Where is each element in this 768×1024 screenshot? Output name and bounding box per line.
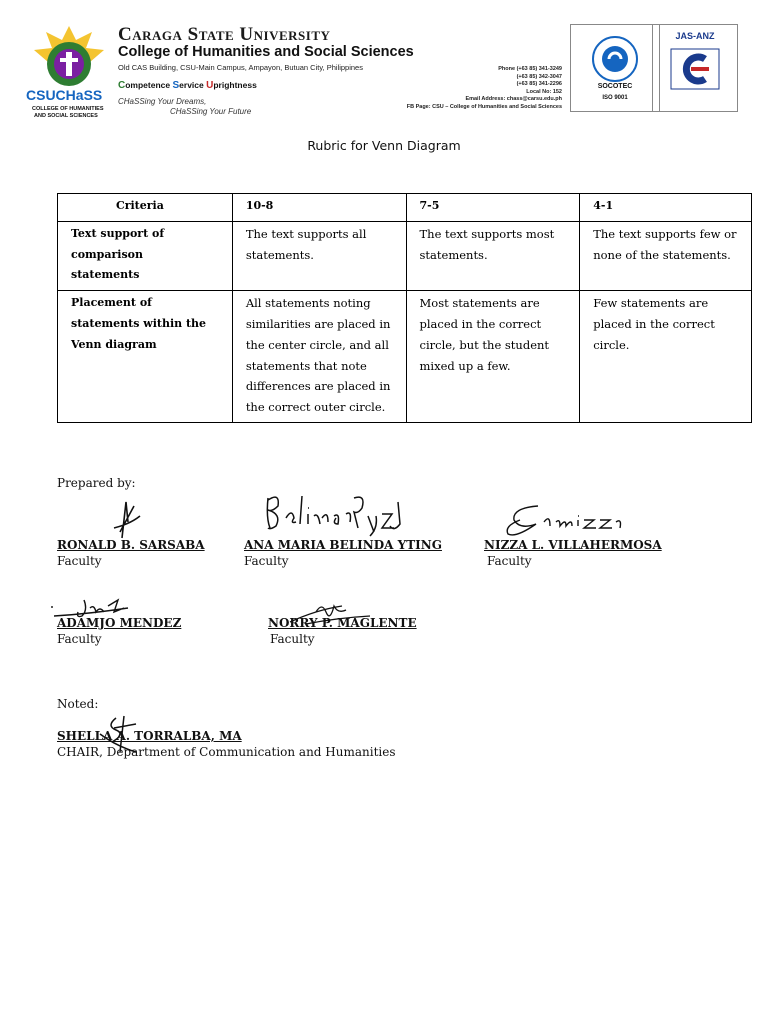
criteria-cell: Text support of comparison statements: [58, 221, 233, 290]
score-cell: The text supports few or none of the statements.: [580, 221, 752, 290]
signature-sarsaba: [100, 498, 150, 540]
address: Old CAS Building, CSU-Main Campus, Ampayon, Butuan City, Philippines: [118, 63, 363, 72]
signatory-name: NIZZA L. VILLAHERMOSA: [484, 538, 662, 552]
college-logo: [24, 22, 114, 122]
document-title: Rubric for Venn Diagram: [307, 138, 461, 153]
signatory-name: NORRY P. MAGLENTE: [268, 616, 417, 630]
signature-yting: [262, 488, 422, 540]
university-name: Caraga State University: [118, 24, 331, 45]
rubric-table: [57, 193, 752, 423]
signatory-role: Faculty: [487, 554, 532, 568]
signatory-role: Faculty: [244, 554, 289, 568]
score-cell: Most statements are placed in the correct circle, but the student mixed up a few.: [406, 291, 580, 423]
svg-text:COLLEGE OF HUMANITIES: COLLEGE OF HUMANITIES: [32, 106, 104, 112]
tagline-1: CHaSSing Your Dreams,: [118, 97, 207, 106]
contact-info: Phone (+63 85) 341-3249 (+63 85) 342-3047 (+63 85) 341-2296 Local No: 152 Email Address: chass@carsu.edu.ph FB Page: CSU – College of Humanities and Social Sciences: [406, 66, 562, 110]
prepared-by-label: Prepared by:: [57, 476, 136, 490]
header-score-4-1: 4-1: [580, 194, 752, 222]
score-cell: The text supports all statements.: [232, 221, 406, 290]
score-cell: The text supports most statements.: [406, 221, 580, 290]
socotec-cert-badge: SOCOTEC ISO 9001: [570, 24, 660, 112]
chair-role: CHAIR, Department of Communication and Humanities: [57, 745, 396, 759]
score-cell: All statements noting similarities are placed in the center circle, and all statements that note differences are placed in the correct outer circle.: [232, 291, 406, 423]
score-cell: Few statements are placed in the correct circle.: [580, 291, 752, 423]
signatory-name: ANA MARIA BELINDA YTING: [244, 538, 442, 552]
core-values: Competence Service Uprightness: [118, 80, 257, 91]
svg-text:AND SOCIAL SCIENCES: AND SOCIAL SCIENCES: [34, 113, 98, 119]
tagline-2: CHaSSing Your Future: [170, 107, 252, 116]
signature-villahermosa: [500, 498, 630, 542]
logo-text: CSUCHaSS: [26, 87, 103, 103]
signatory-role: Faculty: [57, 554, 102, 568]
signatory-name: ADAMJO MENDEZ: [57, 616, 182, 630]
table-row: [58, 221, 752, 290]
header-score-10-8: 10-8: [232, 194, 406, 222]
signatory-name: RONALD B. SARSABA: [57, 538, 205, 552]
header-score-7-5: 7-5: [406, 194, 580, 222]
table-header-row: [58, 194, 752, 222]
signatory-role: Faculty: [57, 632, 102, 646]
table-row: [58, 291, 752, 423]
jas-anz-cert-badge: JAS-ANZ: [652, 24, 738, 112]
college-name: College of Humanities and Social Sciences: [118, 44, 414, 60]
noted-label: Noted:: [57, 697, 99, 711]
header-criteria: Criteria: [58, 194, 233, 222]
signatory-role: Faculty: [270, 632, 315, 646]
criteria-cell: Placement of statements within the Venn diagram: [58, 291, 233, 423]
chair-name: SHELLA A. TORRALBA, MA: [57, 729, 242, 743]
